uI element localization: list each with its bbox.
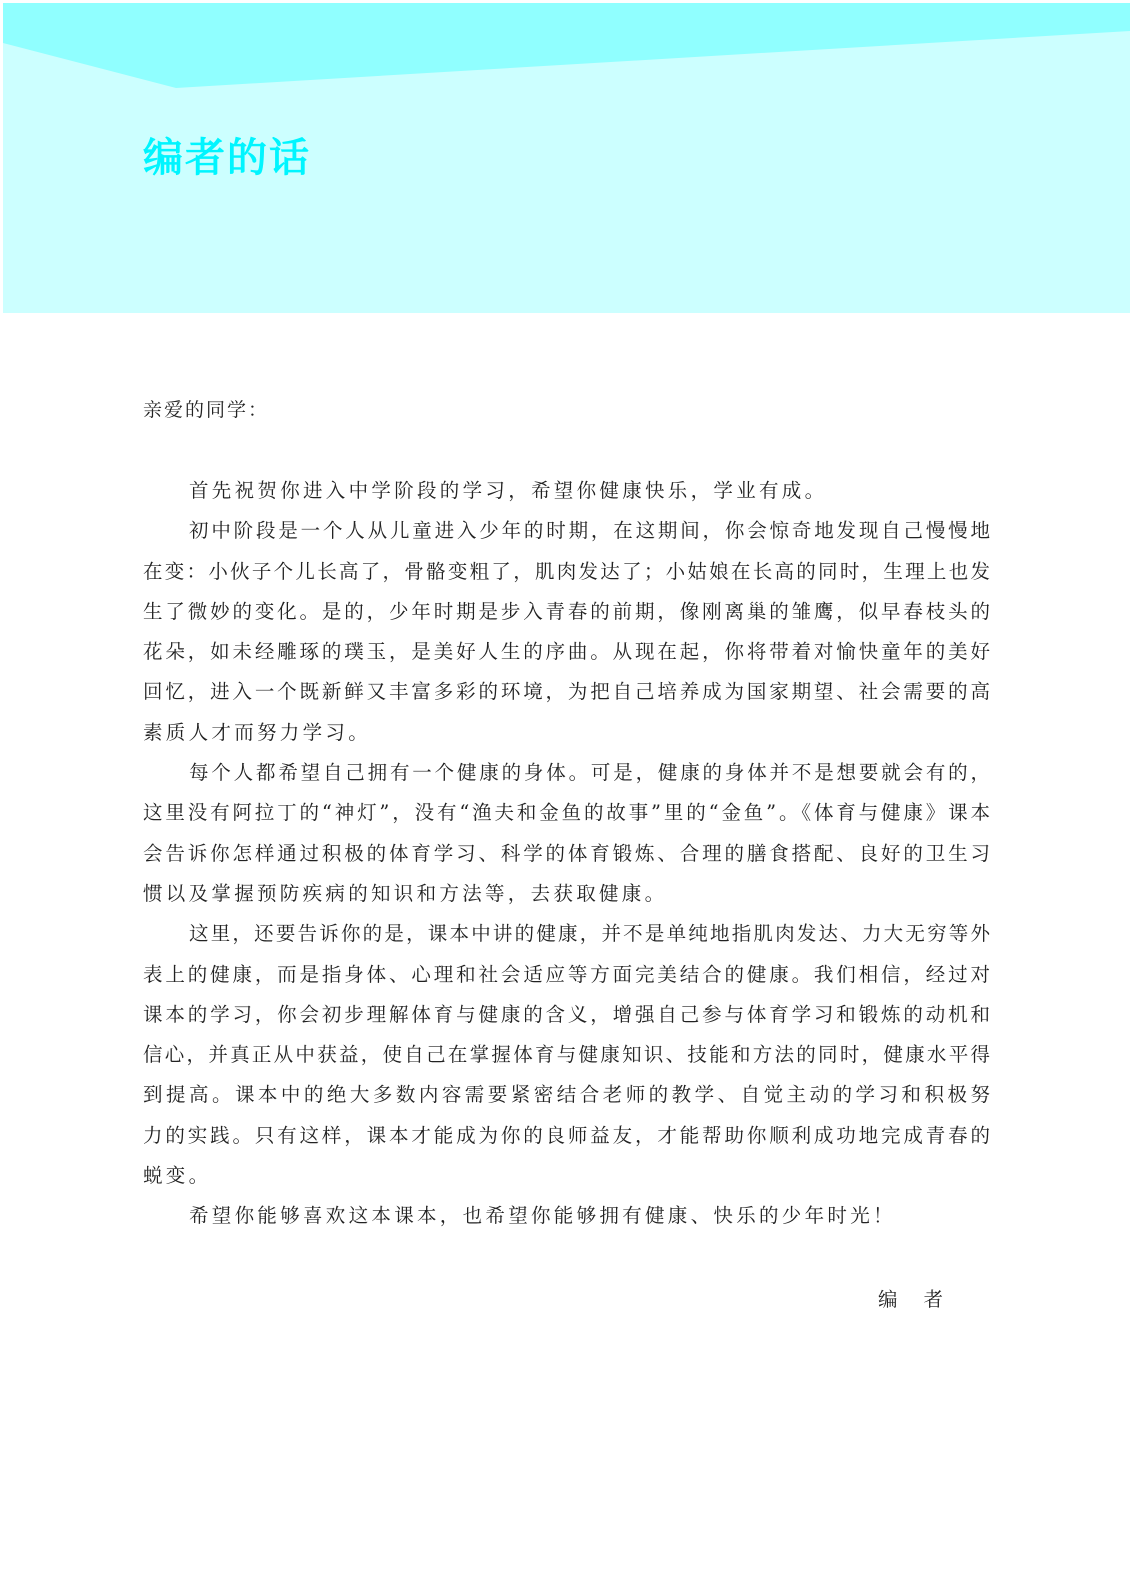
header-band [3,3,1130,88]
paragraph-line: 到提高。课本中的绝大多数内容需要紧密结合老师的教学、自觉主动的学习和积极努 [143,1083,990,1107]
paragraph-line: 惯以及掌握预防疾病的知识和方法等，去获取健康。 [143,881,668,905]
page-title: 编者的话 [143,134,311,181]
paragraph-line: 每个人都希望自己拥有一个健康的身体。可是，健康的身体并不是想要就会有的， [189,761,990,785]
paragraph-line: 课本的学习，你会初步理解体育与健康的含义，增强自己参与体育学习和锻炼的动机和 [143,1002,990,1026]
paragraph [143,471,990,511]
paragraph [143,753,990,914]
paragraph [143,1196,990,1236]
paragraph-line: 在变：小伙子个儿长高了，骨骼变粗了，肌肉发达了；小姑娘在长高的同时，生理上也发 [143,559,990,583]
paragraph-line: 蜕变。 [143,1164,212,1188]
paragraph [143,511,990,753]
paragraph-line: 花朵，如未经雕琢的璞玉，是美好人生的序曲。从现在起，你将带着对愉快童年的美好 [143,640,990,664]
paragraph-line: 初中阶段是一个人从儿童进入少年的时期，在这期间，你会惊奇地发现自己慢慢地 [189,519,990,543]
paragraph-line: 这里没有阿拉丁的“神灯”，没有“渔夫和金鱼的故事”里的“金鱼”。《体育与健康》课本 [143,801,990,825]
paragraph-line: 希望你能够喜欢这本课本，也希望你能够拥有健康、快乐的少年时光！ [189,1204,896,1228]
paragraph-line: 素质人才而努力学习。 [143,720,372,744]
letter-body [143,471,990,1237]
paragraph [143,914,990,1196]
paragraph-line: 回忆，进入一个既新鲜又丰富多彩的环境，为把自己培养成为国家期望、社会需要的高 [143,680,990,704]
signature-char: 者 [923,1288,944,1311]
paragraph-line: 这里，还要告诉你的是，课本中讲的健康，并不是单纯地指肌肉发达、力大无穷等外 [189,922,990,946]
paragraph-line: 力的实践。只有这样，课本才能成为你的良师益友，才能帮助你顺利成功地完成青春的 [143,1123,990,1147]
paragraph-line: 会告诉你怎样通过积极的体育学习、科学的体育锻炼、合理的膳食搭配、良好的卫生习 [143,841,990,865]
signature [878,1286,943,1314]
signature-char: 编 [878,1288,898,1311]
paragraph-line: 首先祝贺你进入中学阶段的学习，希望你健康快乐，学业有成。 [189,479,828,502]
paragraph-line: 表上的健康，而是指身体、心理和社会适应等方面完美结合的健康。我们相信，经过对 [143,962,990,986]
paragraph-line: 生了微妙的变化。是的，少年时期是步入青春的前期，像刚离巢的雏鹰，似早春枝头的 [143,599,990,623]
salutation: 亲爱的同学： [143,399,270,421]
paragraph-line: 信心，并真正从中获益，使自己在掌握体育与健康知识、技能和方法的同时，健康水平得 [143,1043,990,1067]
